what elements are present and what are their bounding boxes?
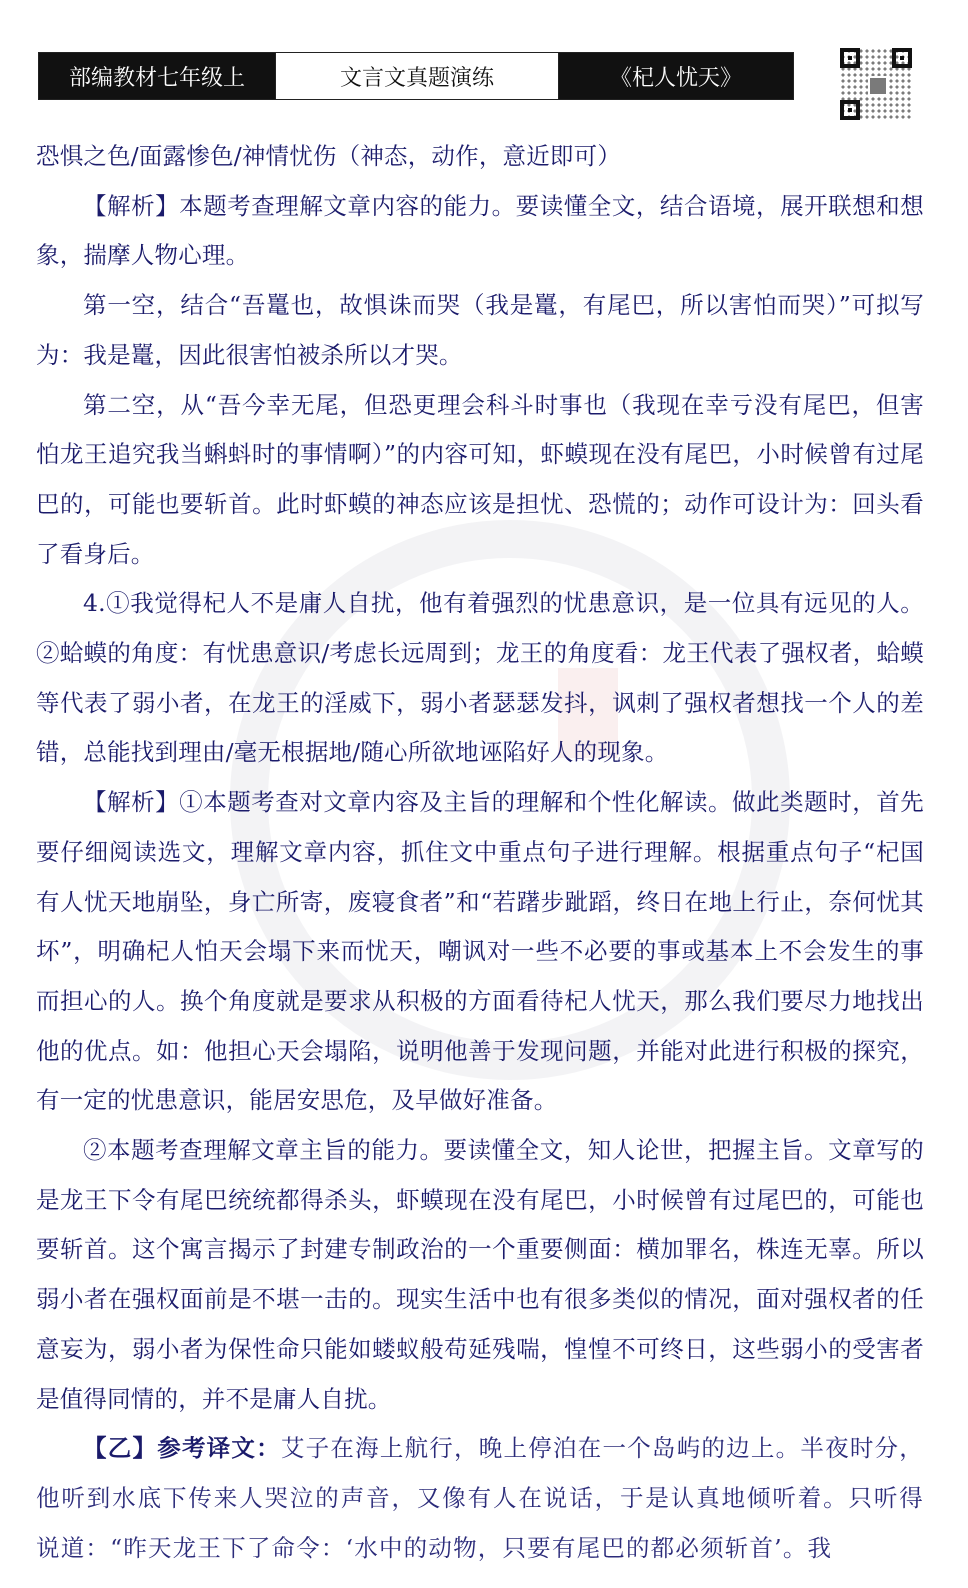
answer-content <box>36 132 924 1573</box>
question-4-answer <box>36 579 924 778</box>
header-bar <box>38 52 794 100</box>
paragraph-text: ②本题考查理解文章主旨的能力。要读懂全文，知人论世，把握主旨。文章写的是龙王下令有尾巴统统都得杀头，虾蟆现在没有尾巴，小时候曾有过尾巴的，可能也要斩首。这个寓言揭示了封建专制政治的一个重要侧面：横加罪名，株连无辜。所以弱小者在强权面前是不堪一击的。现实生活中也有很多类似的情况，面对强权者的任意妄为，弱小者为保性命只能如蝼蚁般苟延残喘，惶惶不可终日，这些弱小的受害者是值得同情的，并不是庸人自扰。 <box>36 1136 924 1413</box>
translation-label: 【乙】参考译文： <box>83 1434 281 1463</box>
paragraph-text: ①本题考查对文章内容及主旨的理解和个性化解读。做此类题时，首先要仔细阅读选文，理解文章内容，抓住文中重点句子进行理解。根据重点句子“杞国有人忧天地崩坠，身亡所寄，废寝食者”和“若躇步跐蹈，终日在地上行止，奈何忧其坏”，明确杞人怕天会塌下来而忧天，嘲讽对一些不必要的事或基本上不会发生的事而担心的人。换个角度就是要求从积极的方面看待杞人忧天，那么我们要尽力地找出他的优点。如：他担心天会塌陷，说明他善于发现问题，并能对此进行积极的探究，有一定的忧患意识，能居安思危，及早做好准备。 <box>36 788 924 1115</box>
paragraph-text: 第二空，从“吾今幸无尾，但恐更理会科斗时事也（我现在幸亏没有尾巴，但害怕龙王追究我当蝌蚪时的事情啊）”的内容可知，虾蟆现在没有尾巴，小时候曾有过尾巴的，可能也要斩首。此时虾蟆的神态应该是担忧、恐慌的；动作可设计为：回头看了看身后。 <box>36 390 924 568</box>
qr-finder-icon <box>840 48 860 68</box>
theme-analysis-paragraph <box>36 1126 924 1424</box>
header-topic-label: 文言文真题演练 <box>275 53 559 99</box>
header-grade-label: 部编教材七年级上 <box>39 53 275 99</box>
analysis-paragraph <box>36 778 924 1126</box>
paragraph-text: 艾子在海上航行，晚上停泊在一个岛屿的边上。半夜时分，他听到水底下传来人哭泣的声音，又像有人在说话，于是认真地倾听着。只听得说道：“昨天龙王下了命令：‘水中的动物，只要有尾巴的都必须斩首’。我 <box>36 1434 924 1562</box>
qr-center-logo <box>868 76 888 96</box>
paragraph-text: 4.①我觉得杞人不是庸人自扰，他有着强烈的忧患意识，是一位具有远见的人。②蛤蟆的角度：有忧患意识/考虑长远周到；龙王的角度看：龙王代表了强权者，蛤蟆等代表了弱小者，在龙王的淫威下，弱小者瑟瑟发抖，讽刺了强权者想找一个人的差错，总能找到理由/毫无根据地/随心所欲地诬陷好人的现象。 <box>36 589 924 767</box>
analysis-label: 【解析】 <box>83 788 180 817</box>
analysis-paragraph <box>36 182 924 281</box>
analysis-label: 【解析】 <box>83 191 180 220</box>
second-blank-paragraph <box>36 381 924 580</box>
answer-line <box>36 132 924 182</box>
qr-finder-icon <box>840 100 860 120</box>
translation-paragraph <box>36 1424 924 1573</box>
paragraph-text: 本题考查理解文章内容的能力。要读懂全文，结合语境，展开联想和想象，揣摩人物心理。 <box>36 191 924 270</box>
paragraph-text: 第一空，结合“吾鼍也，故惧诛而哭（我是鼍，有尾巴，所以害怕而哭）”可拟写为：我是鼍，因此很害怕被杀所以才哭。 <box>36 291 924 369</box>
first-blank-paragraph <box>36 281 924 380</box>
qr-finder-icon <box>892 48 912 68</box>
qr-code-icon[interactable] <box>840 48 912 120</box>
header-lesson-title: 《杞人忧天》 <box>559 53 793 99</box>
paragraph-text: 恐惧之色/面露惨色/神情忧伤（神态，动作，意近即可） <box>36 142 622 170</box>
